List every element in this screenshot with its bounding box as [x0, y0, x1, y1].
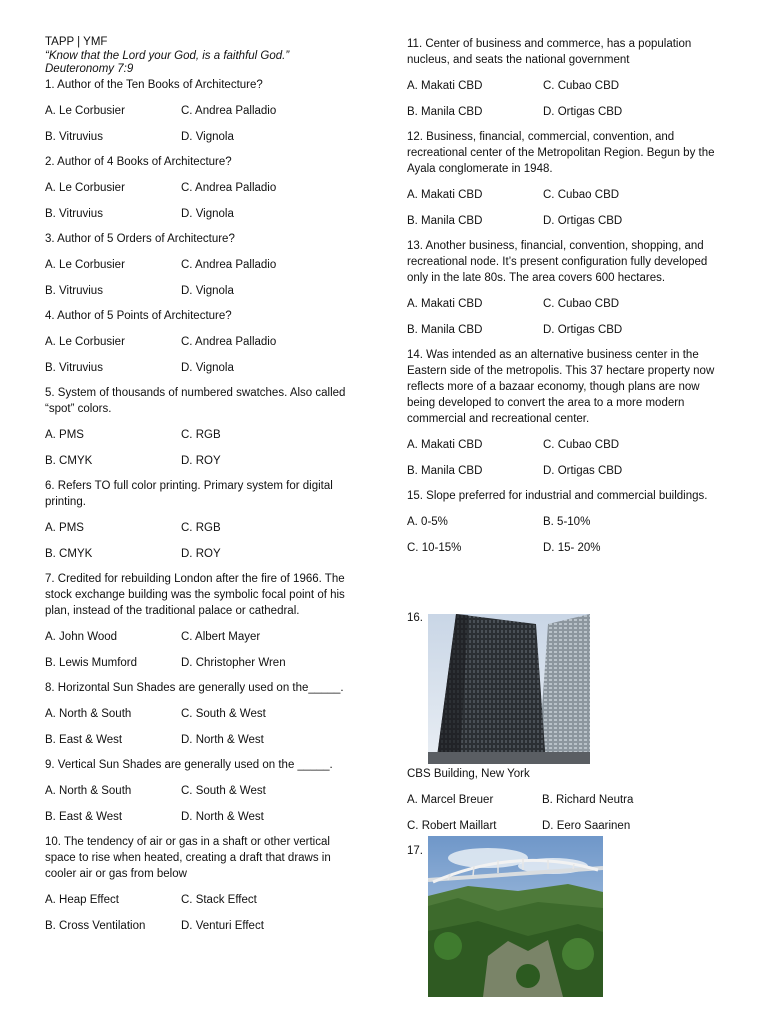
- option-c: C. RGB: [181, 428, 221, 441]
- option-c: C. Cubao CBD: [543, 80, 620, 92]
- question-text: 12. Business, financial, commercial, convention, and recreational center of the Metropolitan Region. Begun by the Ayala conglomerate in 1948.: [407, 131, 715, 175]
- q16-option-a: A. Marcel Breuer: [407, 794, 494, 806]
- option-b: B. Manila CBD: [407, 215, 483, 227]
- left-question-3: [45, 231, 363, 299]
- question-text: 14. Was intended as an alternative business center in the Eastern side of the metropolis. This 37 hectare property now reflects more of a bazaar economy, though plans are now being developed to convert the area to a more modern commercial and recreational center.: [407, 349, 715, 425]
- option-b: B. CMYK: [45, 454, 93, 467]
- option-b: B. Manila CBD: [407, 465, 483, 477]
- header-title: TAPP | YMF: [45, 36, 108, 48]
- q16-option-d: D. Eero Saarinen: [542, 820, 631, 832]
- question-options: [45, 180, 363, 222]
- right-question-1: [407, 36, 723, 120]
- bridge-photo: [428, 836, 603, 997]
- q16-option-b: B. Richard Neutra: [542, 794, 634, 806]
- option-d: D. Ortigas CBD: [543, 465, 623, 477]
- option-c: C. Andrea Palladio: [181, 181, 277, 194]
- option-c: C. Cubao CBD: [543, 439, 620, 451]
- right-question-3: [407, 238, 723, 338]
- question-text: 3. Author of 5 Orders of Architecture?: [45, 232, 235, 245]
- option-d: D. Ortigas CBD: [543, 106, 623, 118]
- q16-number: 16.: [407, 612, 423, 624]
- option-b: B. Vitruvius: [45, 207, 103, 220]
- option-b: B. Manila CBD: [407, 106, 483, 118]
- question-options: [407, 78, 723, 120]
- left-question-2: [45, 154, 363, 222]
- option-c: C. Stack Effect: [181, 893, 257, 906]
- option-c: C. Andrea Palladio: [181, 335, 277, 348]
- option-d: D. Christopher Wren: [181, 656, 286, 669]
- question-text: 9. Vertical Sun Shades are generally used on the _____.: [45, 758, 333, 771]
- option-a: A. Makati CBD: [407, 439, 483, 451]
- option-b: B. Vitruvius: [45, 361, 103, 374]
- question-text: 1. Author of the Ten Books of Architecture?: [45, 78, 263, 91]
- question-text: 15. Slope preferred for industrial and commercial buildings.: [407, 490, 708, 502]
- right-question-5: [407, 488, 723, 556]
- question-text: 6. Refers TO full color printing. Primary system for digital printing.: [45, 479, 333, 508]
- option-c: C. Cubao CBD: [543, 298, 620, 310]
- question-options: [45, 783, 363, 825]
- option-b: B. East & West: [45, 810, 123, 823]
- option-a: A. Heap Effect: [45, 893, 119, 906]
- q16-options: [407, 792, 727, 834]
- question-options: [407, 514, 723, 556]
- right-question-list: [407, 36, 723, 556]
- question-text: 8. Horizontal Sun Shades are generally used on the_____.: [45, 681, 344, 694]
- option-b: B. Manila CBD: [407, 324, 483, 336]
- left-question-6: [45, 478, 363, 562]
- left-question-9: [45, 757, 363, 825]
- option-a: A. Le Corbusier: [45, 258, 125, 271]
- option-c: C. South & West: [181, 784, 266, 797]
- option-c: C. South & West: [181, 707, 266, 720]
- option-a: A. PMS: [45, 428, 84, 441]
- option-d: D. Vignola: [181, 207, 234, 220]
- left-column: [45, 36, 363, 943]
- option-b: B. Vitruvius: [45, 130, 103, 143]
- option-a: A. Makati CBD: [407, 80, 483, 92]
- question-options: [407, 437, 723, 479]
- question-text: 13. Another business, financial, convention, shopping, and recreational node. It’s present configuration fully developed only in the late 80s. The area covers 600 hectares.: [407, 240, 708, 284]
- option-c: C. Andrea Palladio: [181, 104, 277, 117]
- option-b: B. CMYK: [45, 547, 93, 560]
- question-options: [407, 187, 723, 229]
- question-text: 2. Author of 4 Books of Architecture?: [45, 155, 232, 168]
- option-d: D. Ortigas CBD: [543, 215, 623, 227]
- option-d: D. Vignola: [181, 284, 234, 297]
- left-question-8: [45, 680, 363, 748]
- question-options: [45, 103, 363, 145]
- question-text: 5. System of thousands of numbered swatches. Also called “spot” colors.: [45, 386, 346, 415]
- option-d: D. North & West: [181, 733, 264, 746]
- question-text: 7. Credited for rebuilding London after the fire of 1966. The stock exchange building was the symbolic focal point of his plan, instead of the traditional palace or cathedral.: [45, 572, 345, 617]
- right-question-2: [407, 129, 723, 229]
- option-d: D. Vignola: [181, 130, 234, 143]
- left-question-4: [45, 308, 363, 376]
- option-d: D. ROY: [181, 454, 221, 467]
- question-options: [45, 892, 363, 934]
- option-d: D. North & West: [181, 810, 264, 823]
- header-quote: “Know that the Lord your God, is a faithful God.”: [45, 49, 290, 62]
- right-column: [407, 36, 723, 565]
- option-a: A. Le Corbusier: [45, 104, 125, 117]
- q16-caption: CBS Building, New York: [407, 768, 530, 780]
- left-question-list: [45, 77, 363, 934]
- option-a: A. PMS: [45, 521, 84, 534]
- question-options: [407, 296, 723, 338]
- option-a: A. Makati CBD: [407, 298, 483, 310]
- option-b: B. Vitruvius: [45, 284, 103, 297]
- option-d: D. ROY: [181, 547, 221, 560]
- option-c: C. Cubao CBD: [543, 189, 620, 201]
- question-options: [45, 629, 363, 671]
- option-b: C. 10-15%: [407, 542, 462, 554]
- option-d: D. Ortigas CBD: [543, 324, 623, 336]
- right-question-4: [407, 347, 723, 479]
- option-a: A. 0-5%: [407, 516, 448, 528]
- question-options: [45, 427, 363, 469]
- option-d: D. Vignola: [181, 361, 234, 374]
- cbs-building-photo: [428, 614, 590, 764]
- option-d: D. Venturi Effect: [181, 919, 264, 932]
- question-options: [45, 334, 363, 376]
- question-text: 4. Author of 5 Points of Architecture?: [45, 309, 232, 322]
- option-a: A. Makati CBD: [407, 189, 483, 201]
- left-question-10: [45, 834, 363, 934]
- option-b: B. Cross Ventilation: [45, 919, 146, 932]
- option-c: B. 5-10%: [543, 516, 591, 528]
- question-text: 10. The tendency of air or gas in a shaft or other vertical space to rise when heated, creating a draft that draws in cooler air or gas from below: [45, 835, 331, 880]
- option-b: B. Lewis Mumford: [45, 656, 138, 669]
- option-a: A. Le Corbusier: [45, 181, 125, 194]
- left-question-5: [45, 385, 363, 469]
- bridge-image: [428, 836, 603, 997]
- option-b: B. East & West: [45, 733, 123, 746]
- question-options: [45, 257, 363, 299]
- question-text: 11. Center of business and commerce, has a population nucleus, and seats the national government: [407, 38, 692, 66]
- left-question-7: [45, 571, 363, 671]
- option-a: A. North & South: [45, 784, 132, 797]
- left-question-1: [45, 77, 363, 145]
- header-reference: Deuteronomy 7:9: [45, 63, 134, 75]
- option-c: C. RGB: [181, 521, 221, 534]
- cbs-building-image: [428, 614, 590, 764]
- option-d: D. 15- 20%: [543, 542, 601, 554]
- question-options: [45, 520, 363, 562]
- question-options: [45, 706, 363, 748]
- option-a: A. North & South: [45, 707, 132, 720]
- option-c: C. Albert Mayer: [181, 630, 261, 643]
- q16-option-c: C. Robert Maillart: [407, 820, 497, 832]
- option-a: A. John Wood: [45, 630, 118, 643]
- q17-number: 17.: [407, 845, 423, 857]
- option-c: C. Andrea Palladio: [181, 258, 277, 271]
- option-a: A. Le Corbusier: [45, 335, 125, 348]
